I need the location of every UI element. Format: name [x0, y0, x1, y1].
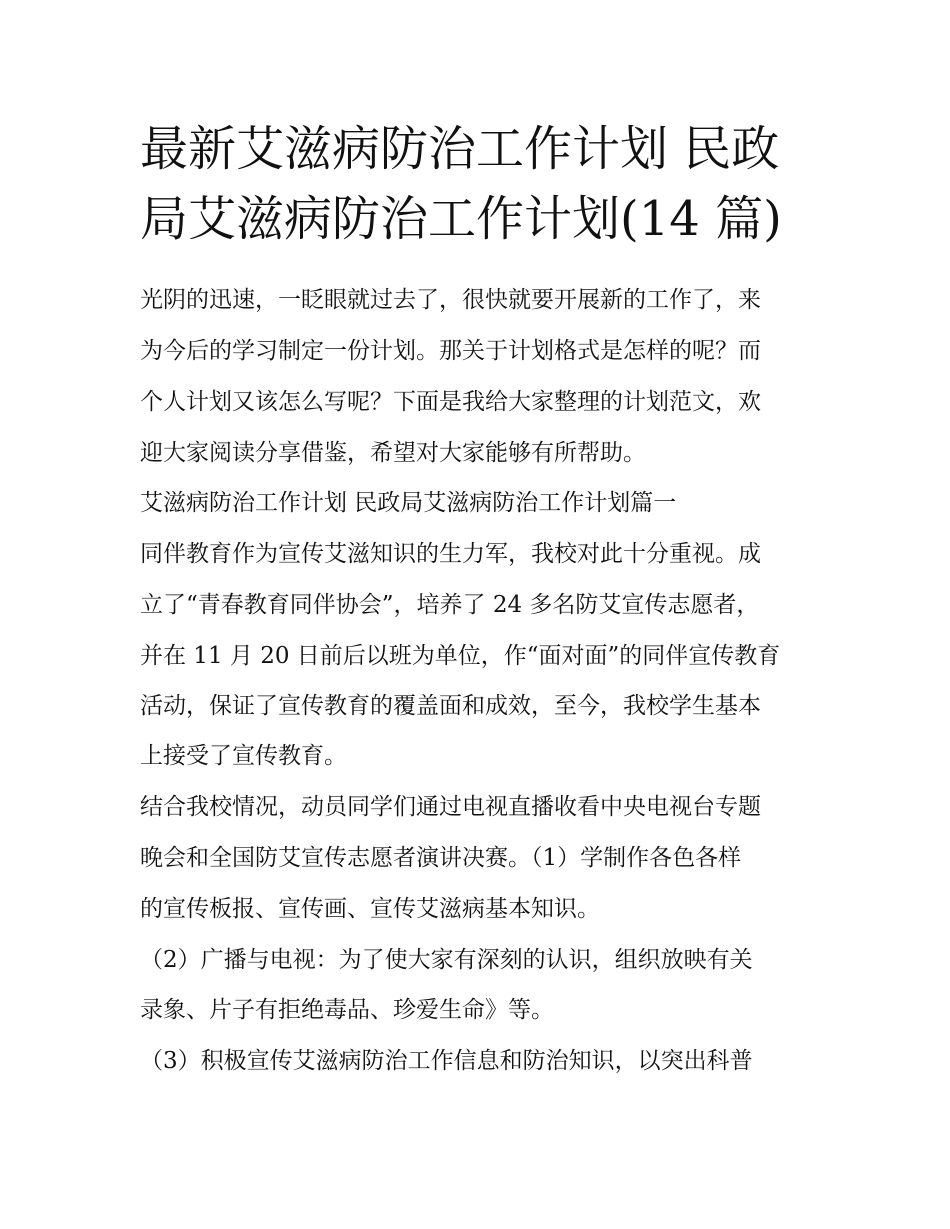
title-line: 局艾滋病防治工作计划(14 篇) [140, 191, 782, 247]
body-line: 活动，保证了宣传教育的覆盖面和成效，至今，我校学生基本 [140, 693, 761, 719]
body-line: （3）积极宣传艾滋病防治工作信息和防治知识，以突出科普 [140, 1048, 753, 1074]
section-heading: 艾滋病防治工作计划 民政局艾滋病防治工作计划篇一 [140, 490, 677, 516]
body-line: 上接受了宣传教育。 [140, 743, 347, 769]
body-line: 个人计划又该怎么写呢？下面是我给大家整理的计划范文，欢 [140, 389, 761, 415]
body-line: 同伴教育作为宣传艾滋知识的生力军，我校对此十分重视。成 [140, 541, 761, 567]
body-line: 立了“青春教育同伴协会”，培养了 24 多名防艾宣传志愿者， [140, 592, 760, 618]
body-line: 录象、片子有拒绝毒品、珍爱生命》等。 [140, 997, 554, 1023]
title-line: 最新艾滋病防治工作计划 民政 [140, 121, 780, 177]
body-line: 晚会和全国防艾宣传志愿者演讲决赛。（1）学制作各色各样 [140, 845, 742, 871]
body-line: 结合我校情况，动员同学们通过电视直播收看中央电视台专题 [140, 794, 761, 820]
body-line: 迎大家阅读分享借鉴，希望对大家能够有所帮助。 [140, 440, 646, 466]
body-line: 的宣传板报、宣传画、宣传艾滋病基本知识。 [140, 896, 600, 922]
body-line: 为今后的学习制定一份计划。那关于计划格式是怎样的呢？而 [140, 338, 761, 364]
body-line: （2）广播与电视：为了使大家有深刻的认识，组织放映有关 [140, 947, 753, 973]
document-title [140, 114, 830, 254]
body-line: 光阴的迅速，一眨眼就过去了，很快就要开展新的工作了，来 [140, 287, 761, 313]
body-line: 并在 11 月 20 日前后以班为单位，作“面对面”的同伴宣传教育 [140, 643, 781, 669]
